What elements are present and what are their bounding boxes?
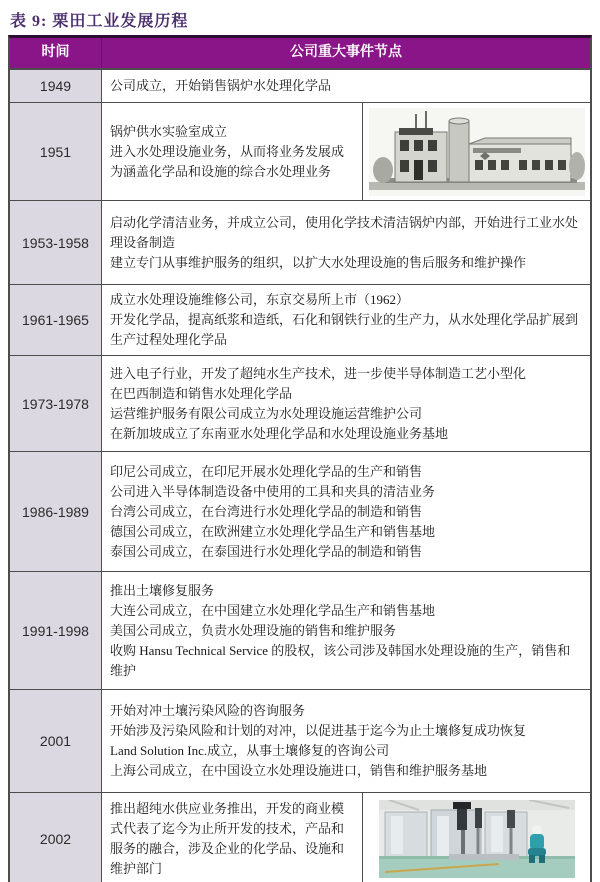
time-cell: 2001 [10,690,102,792]
table-header-row [10,38,590,68]
factory-building-photo [362,103,590,200]
table-row [10,689,590,792]
event-line: 德国公司成立，在欧洲建立水处理化学品生产和销售基地 [110,523,436,539]
events-cell [102,103,362,200]
event-line: 推出超纯水供应业务推出，开发的商业模式代表了迄今为止所开发的技术，产品和服务的融合，涉及企业的化学品、设施和维护部门 [110,800,345,876]
header-event: 公司重大事件节点 [290,45,402,60]
event-line: 收购 Hansu Technical Service 的股权，该公司涉及韩国水处理设施的生产，销售和维护 [110,642,571,678]
events-cell [102,452,590,571]
event-line: 成立水处理设施维修公司，东京交易所上市（1962） [110,292,410,307]
event-line: 印尼公司成立，在印尼开展水处理化学品的生产和销售 [110,463,423,479]
water-facility-photo [362,793,590,882]
table-row [10,284,590,355]
events-cell [102,793,362,882]
events-cell [102,690,590,792]
table-row [10,571,590,689]
event-line: 公司成立，开始销售锅炉水处理化学品 [110,78,332,93]
time-cell: 1949 [10,70,102,102]
event-line: 大连公司成立，在中国建立水处理化学品生产和销售基地 [110,602,436,618]
time-cell: 1953-1958 [10,201,102,284]
event-line: 开发化学品，提高纸浆和造纸，石化和钢铁行业的生产力，从水处理化学品扩展到生产过程处理化学品 [110,312,579,347]
table-title: 表 9: 栗田工业发展历程 [10,13,189,30]
event-line: 锅炉供水实验室成立 [110,123,228,139]
time-cell: 2002 [10,793,102,882]
event-line: 开始对冲土壤污染风险的咨询服务 [110,703,306,718]
events-cell [102,356,590,451]
time-cell: 1986-1989 [10,452,102,571]
event-line: Land Solution Inc.成立，从事土壤修复的咨询公司 [110,743,390,758]
table-row [10,200,590,284]
events-cell [102,70,590,102]
table-row [10,355,590,451]
event-line: 台湾公司成立，在台湾进行水处理化学品的制造和销售 [110,503,423,519]
event-line: 在巴西制造和销售水处理化学品 [110,385,293,401]
event-line: 上海公司成立，在中国设立水处理设施进口，销售和维护服务基地 [110,763,488,778]
table-row [10,451,590,571]
table-row [10,792,590,882]
event-line: 启动化学清洁业务，并成立公司，使用化学技术清洁锅炉内部，开始进行工业水处理设备制造 [110,214,579,250]
event-line: 运营维护服务有限公司成立为水处理设施运营维护公司 [110,405,423,421]
table-row [10,68,590,102]
time-cell: 1973-1978 [10,356,102,451]
time-cell: 1951 [10,103,102,200]
time-cell: 1991-1998 [10,572,102,689]
history-table [8,35,592,882]
events-cell [102,285,590,355]
event-line: 进入电子行业，开发了超纯水生产技术，进一步使半导体制造工艺小型化 [110,365,527,381]
table-row [10,102,590,200]
event-line: 推出土壤修复服务 [110,582,215,598]
event-line: 开始涉及污染风险和计划的对冲，以促进基于迄今为止土壤修复成功恢复 [110,723,527,738]
events-cell [102,572,590,689]
header-time: 时间 [10,38,102,68]
event-line: 公司进入半导体制造设备中使用的工具和夹具的清洁业务 [110,483,436,499]
event-line: 进入水处理设施业务，从而将业务发展成为涵盖化学品和设施的综合水处理业务 [110,143,345,179]
time-cell: 1961-1965 [10,285,102,355]
event-line: 美国公司成立，负责水处理设施的销售和维护服务 [110,622,397,638]
event-line: 在新加坡成立了东南亚水处理化学品和水处理设施业务基地 [110,425,449,441]
event-line: 泰国公司成立，在泰国进行水处理化学品的制造和销售 [110,543,423,559]
event-line: 建立专门从事维护服务的组织，以扩大水处理设施的售后服务和维护操作 [110,254,527,270]
events-cell [102,201,590,284]
